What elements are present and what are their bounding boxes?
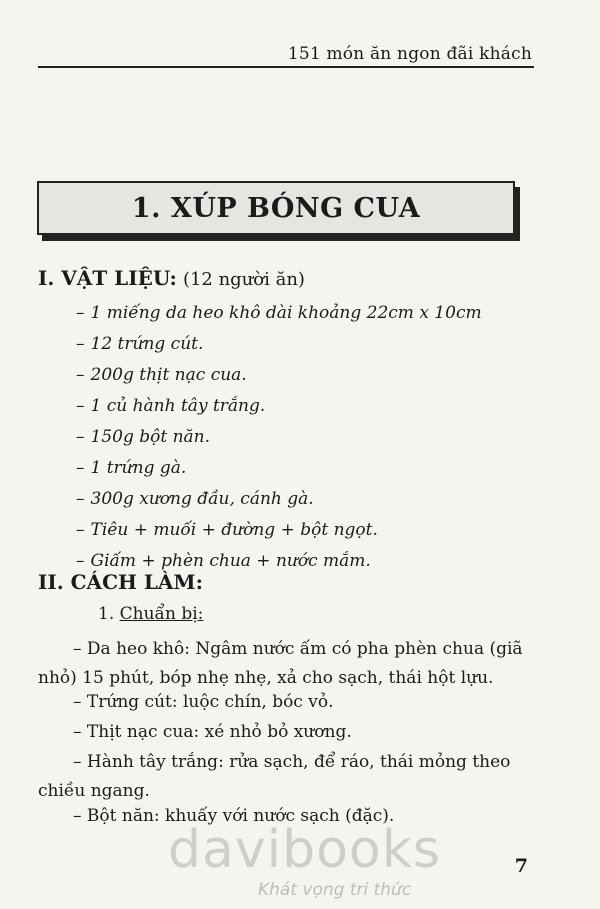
ingredient-item: – 1 củ hành tây trắng. xyxy=(76,396,266,416)
paragraph-bot-nan: – Bột năn: khuấy với nước sạch (đặc). xyxy=(73,806,395,826)
step-1-heading xyxy=(98,604,203,624)
ingredient-item: – Giấm + phèn chua + nước mắm. xyxy=(76,551,371,571)
ingredient-list xyxy=(76,300,482,579)
step-1-label: Chuẩn bị: xyxy=(119,604,204,624)
materials-heading-label: I. VẬT LIỆU: xyxy=(38,266,177,290)
watermark-logo: davibooks xyxy=(168,820,441,880)
paragraph-trung-cut: – Trứng cút: luộc chín, bóc vỏ. xyxy=(73,692,334,712)
recipe-title: 1. XÚP BÓNG CUA xyxy=(131,192,421,224)
ingredient-item: – 1 trứng gà. xyxy=(76,458,187,478)
step-1-number: 1. xyxy=(98,604,115,624)
materials-heading xyxy=(38,266,305,290)
page-number: 7 xyxy=(514,855,528,877)
running-header: 151 món ăn ngon đãi khách xyxy=(287,44,532,64)
watermark-tagline: Khát vọng tri thức xyxy=(258,880,412,900)
ingredient-item: – Tiêu + muối + đường + bột ngọt. xyxy=(76,520,378,540)
ingredient-item: – 12 trứng cút. xyxy=(76,334,204,354)
servings-note: (12 người ăn) xyxy=(182,269,305,290)
ingredient-item: – 300g xương đầu, cánh gà. xyxy=(76,489,314,509)
method-heading: II. CÁCH LÀM: xyxy=(38,570,203,594)
paragraph-da-heo: – Da heo khô: Ngâm nước ấm có pha phèn chua (giã nhỏ) 15 phút, bóp nhẹ nhẹ, xả cho sạch, thái hột lựu. xyxy=(38,639,523,688)
ingredient-item: – 200g thịt nạc cua. xyxy=(76,365,247,385)
ingredient-item: – 1 miếng da heo khô dài khoảng 22cm x 10cm xyxy=(76,303,482,323)
paragraph-hanh-tay: – Hành tây trắng: rửa sạch, để ráo, thái mỏng theo chiều ngang. xyxy=(38,752,511,801)
header-rule xyxy=(38,66,534,68)
ingredient-item: – 150g bột năn. xyxy=(76,427,211,447)
recipe-title-box xyxy=(37,181,515,235)
paragraph-thit-cua: – Thịt nạc cua: xé nhỏ bỏ xương. xyxy=(73,722,352,742)
